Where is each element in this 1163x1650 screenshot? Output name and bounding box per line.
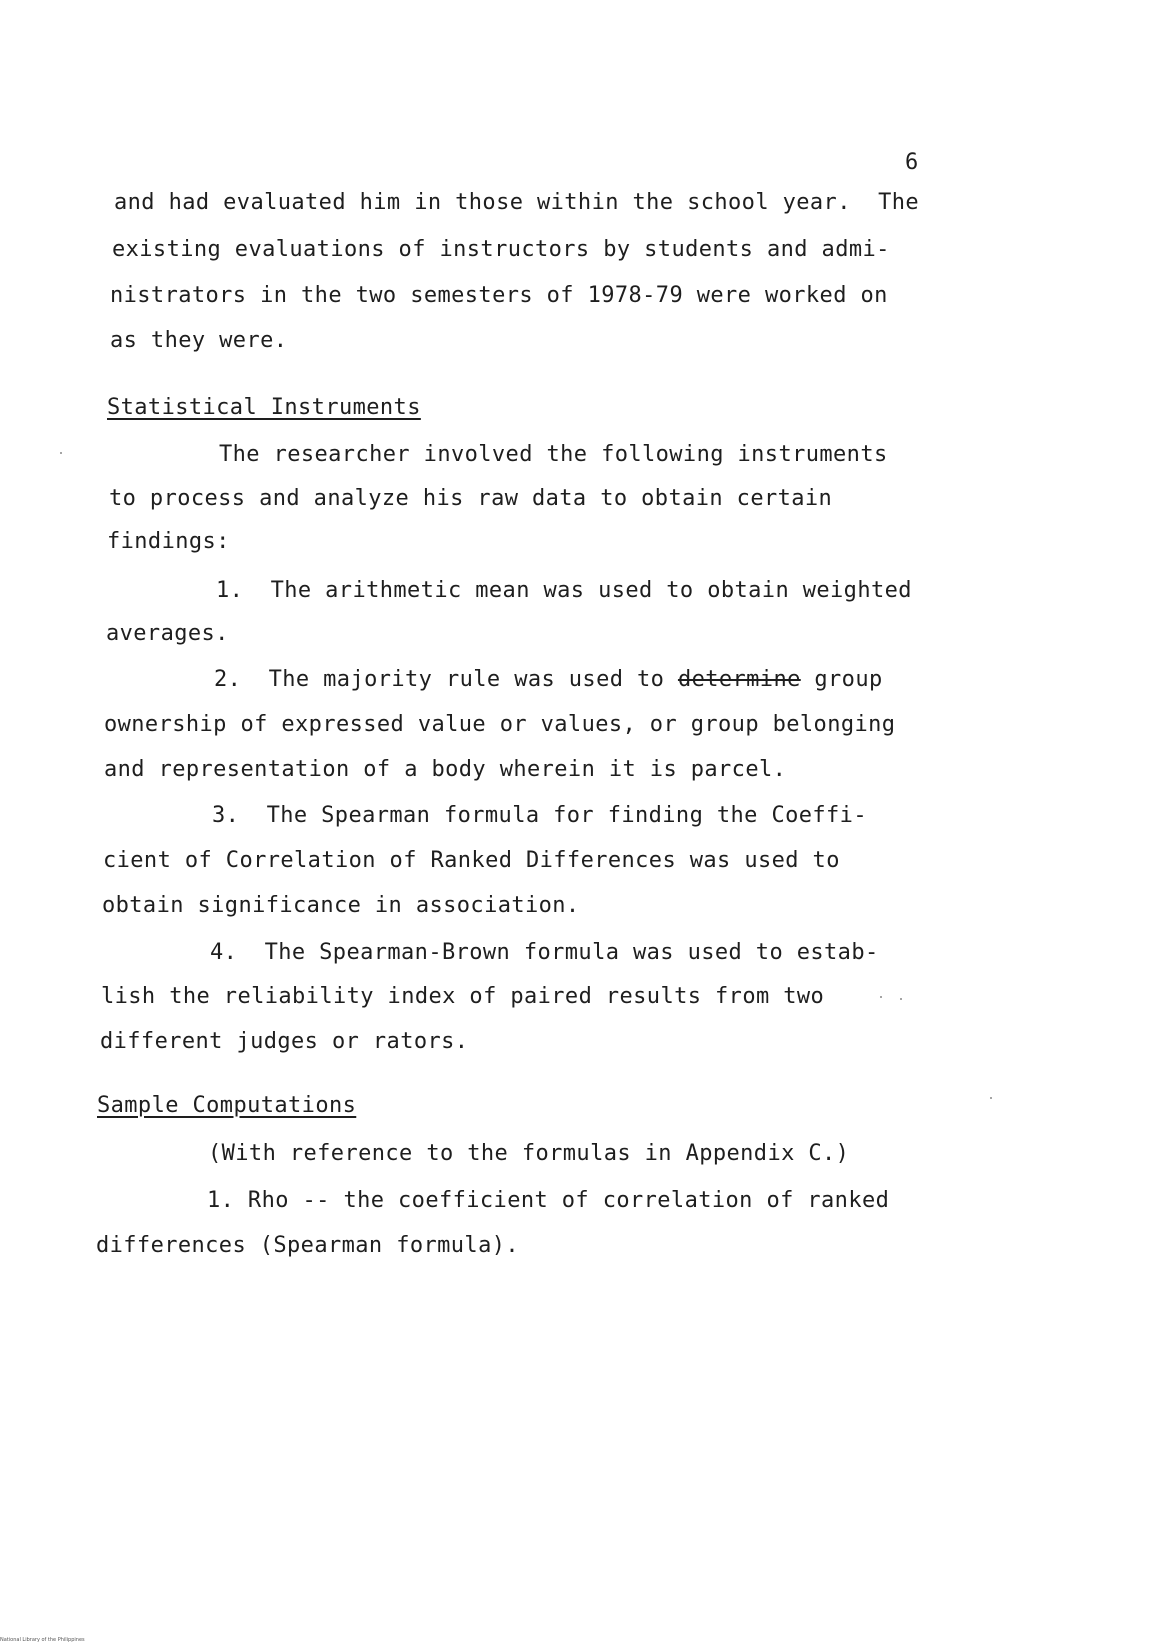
section-heading-sample-computations: Sample Computations: [97, 1093, 357, 1118]
list-item-4-line: lish the reliability index of paired results from two: [101, 984, 825, 1009]
paragraph-line: and had evaluated him in those within the school year. The: [114, 190, 920, 215]
list-item-2-line: [214, 667, 883, 693]
struck-word: determine: [677, 667, 801, 692]
list-item-3-line: obtain significance in association.: [102, 893, 580, 918]
paragraph-line: existing evaluations of instructors by students and admi-: [112, 237, 890, 262]
list-item-1-line: 1. The arithmetic mean was used to obtain weighted: [216, 578, 912, 603]
list-item-2-text: 2. The majority rule was used to: [214, 667, 678, 692]
paragraph-line: differences (Spearman formula).: [96, 1233, 519, 1258]
paragraph-line: findings:: [107, 529, 230, 554]
list-item-4-line: different judges or rators.: [100, 1029, 469, 1054]
list-item-3-line: cient of Correlation of Ranked Differences was used to: [103, 848, 840, 873]
scan-speck: [880, 996, 882, 998]
list-item-2-text: group: [800, 667, 883, 692]
scan-speck: [990, 1097, 992, 1099]
scan-speck: [900, 998, 902, 1000]
list-item-4-line: 4. The Spearman-Brown formula was used to estab-: [210, 940, 879, 965]
list-item-2-line: and representation of a body wherein it is parcel.: [104, 757, 787, 782]
list-item-3-line: 3. The Spearman formula for finding the Coeffi-: [212, 803, 867, 828]
paragraph-line: to process and analyze his raw data to obtain certain: [109, 486, 833, 511]
paragraph-line: (With reference to the formulas in Appendix C.): [208, 1141, 850, 1166]
scan-footer: National Library of the Philippines: [0, 1637, 85, 1643]
section-heading-statistical-instruments: Statistical Instruments: [107, 395, 421, 420]
scan-speck: [60, 452, 62, 454]
paragraph-line: 1. Rho -- the coefficient of correlation of ranked: [207, 1188, 890, 1213]
list-item-2-line: ownership of expressed value or values, or group belonging: [104, 712, 896, 737]
page-number: 6: [905, 150, 919, 175]
list-item-1-line: averages.: [106, 621, 229, 646]
paragraph-line: The researcher involved the following instruments: [219, 442, 888, 467]
paragraph-line: as they were.: [110, 328, 288, 353]
paragraph-line: nistrators in the two semesters of 1978-79 were worked on: [110, 283, 888, 308]
